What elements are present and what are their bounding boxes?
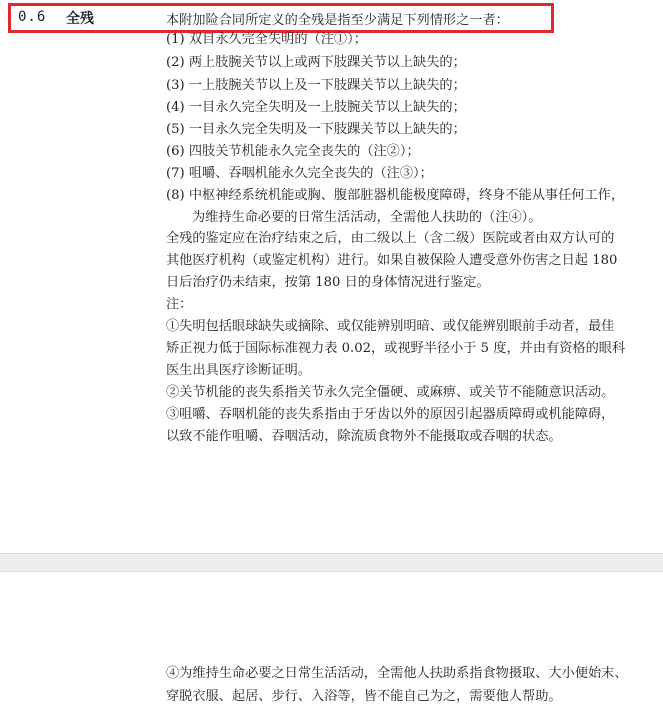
note-line: 以致不能作咀嚼、吞咽活动，除流质食物外不能摄取或吞咽的状态。 — [166, 429, 562, 444]
note-line: 医生出具医疗诊断证明。 — [166, 363, 312, 378]
condition-item: (8) 中枢神经系统机能或胸、腹部脏器机能极度障碍，终身不能从事任何工作， — [166, 188, 625, 203]
condition-item: (2) 两上肢腕关节以上或两下肢踝关节以上缺失的； — [166, 55, 466, 70]
page-separator — [0, 553, 663, 572]
note-line: 矫正视力低于国际标准视力表 0.02，或视野半径小于 5 度，并由有资格的眼科 — [166, 341, 626, 356]
note-line: ③咀嚼、吞咽机能的丧失系指由于牙齿以外的原因引起器质障碍或机能障碍， — [166, 407, 615, 422]
note-line: ②关节机能的丧失系指关节永久完全僵硬、或麻痹、或关节不能随意识活动。 — [166, 385, 615, 400]
condition-item-continuation: 为维持生命必要的日常生活活动，全需他人扶助的（注④）。 — [192, 210, 542, 225]
section-number: 0.6 — [18, 9, 47, 25]
notes-label: 注： — [166, 297, 193, 312]
condition-item: (5) 一目永久完全失明及一下肢踝关节以上缺失的； — [166, 122, 466, 137]
section-intro: 本附加险合同所定义的全残是指至少满足下列情形之一者： — [166, 13, 509, 28]
note-line: 穿脱衣服、起居、步行、入浴等，皆不能自己为之，需要他人帮助。 — [166, 689, 562, 704]
condition-item: (4) 一目永久完全失明及一上肢腕关节以上缺失的； — [166, 100, 466, 115]
condition-item: (3) 一上肢腕关节以上及一下肢踝关节以上缺失的； — [166, 78, 466, 93]
assessment-line: 其他医疗机构（或鉴定机构）进行。如果自被保险人遭受意外伤害之日起 180 — [166, 253, 618, 268]
section-title: 全残 — [66, 11, 94, 27]
note-line: ①失明包括眼球缺失或摘除、或仅能辨别明暗、或仅能辨别眼前手动者，最佳 — [166, 319, 615, 334]
assessment-line: 日后治疗仍未结束，按第 180 日的身体情况进行鉴定。 — [166, 275, 490, 290]
condition-item: (6) 四肢关节机能永久完全丧失的（注②）； — [166, 144, 420, 159]
condition-item: (1) 双目永久完全失明的（注①）； — [166, 32, 367, 47]
note-line: ④为维持生命必要之日常生活活动，全需他人扶助系指食物摄取、大小便始末、 — [166, 666, 628, 681]
assessment-line: 全残的鉴定应在治疗结束之后，由二级以上（含二级）医院或者由双方认可的 — [166, 231, 615, 246]
condition-item: (7) 咀嚼、吞咽机能永久完全丧失的（注③）； — [166, 166, 433, 181]
document-page-2 — [0, 572, 663, 720]
